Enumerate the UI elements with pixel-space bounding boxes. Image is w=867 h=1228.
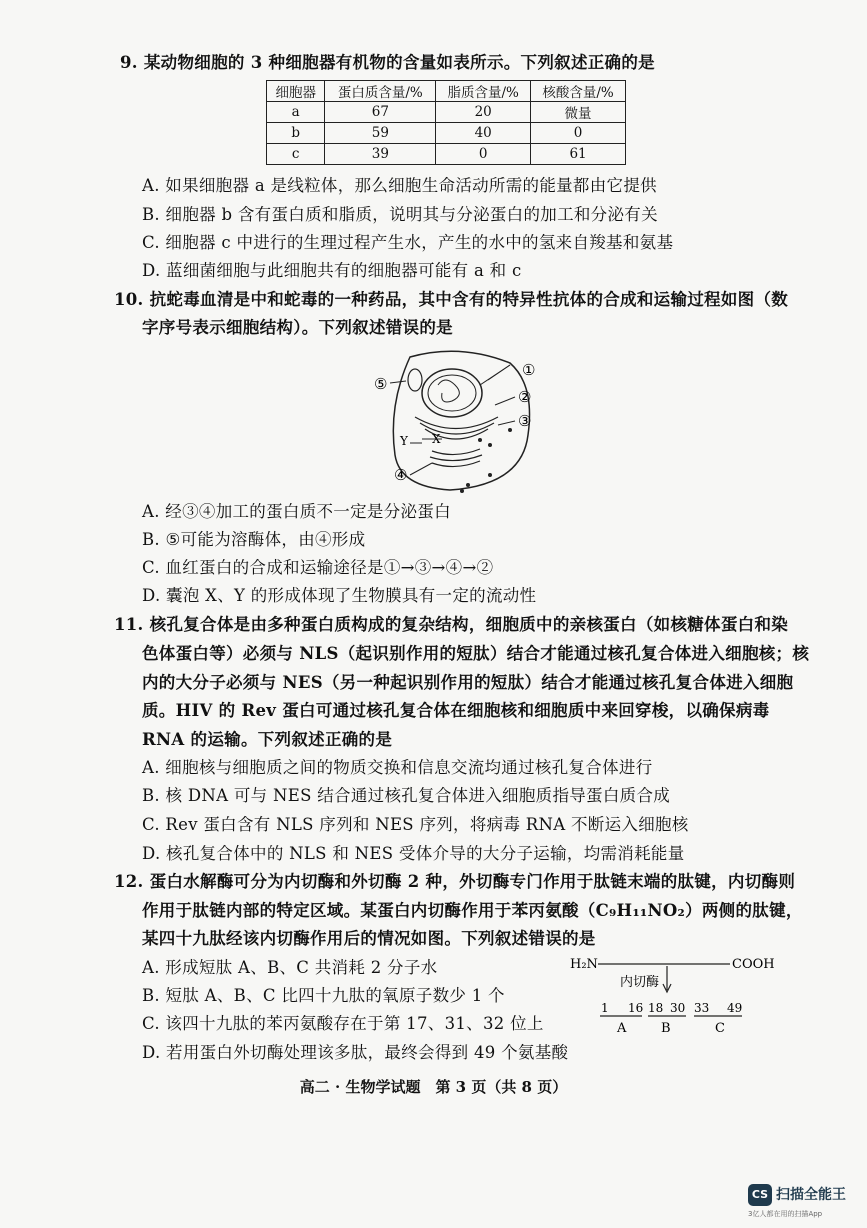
table-cell: 39 <box>325 144 436 165</box>
table-cell: 67 <box>325 102 436 123</box>
q10-option-d: D. 囊泡 X、Y 的形成体现了生物膜具有一定的流动性 <box>142 586 537 605</box>
cs-logo-icon: CS <box>748 1184 772 1206</box>
q11-option-b: B. 核 DNA 可与 NES 结合通过核孔复合体进入细胞质指导蛋白质合成 <box>142 786 671 805</box>
table-cell: 0 <box>436 144 531 165</box>
ribosome <box>488 443 492 447</box>
table-cell: 20 <box>436 102 531 123</box>
scanner-watermark <box>748 1182 858 1222</box>
watermark-name: 扫描全能王 <box>776 1187 846 1203</box>
q10-option-c: C. 血红蛋白的合成和运输途径是①→③→④→② <box>142 558 494 577</box>
table-cell: 40 <box>436 123 531 144</box>
table-header-row <box>267 81 626 102</box>
leader-3 <box>498 421 515 425</box>
vesicle <box>488 473 492 477</box>
watermark-tagline: 3亿人都在用的扫描App <box>748 1210 823 1218</box>
nucleus-outer <box>422 369 482 417</box>
cell-structure-diagram <box>370 345 550 500</box>
table-cell: 59 <box>325 123 436 144</box>
position-label: 16 <box>628 1001 644 1015</box>
label-1: ① <box>522 361 536 379</box>
c-terminus-label: COOH <box>732 957 775 972</box>
table-cell: 61 <box>531 144 626 165</box>
golgi-cisterna <box>430 455 482 461</box>
table-row <box>267 102 626 123</box>
table-cell: b <box>267 123 325 144</box>
position-label: 18 <box>648 1001 664 1015</box>
q11-option-d: D. 核孔复合体中的 NLS 和 NES 受体介导的大分子运输，均需消耗能量 <box>142 844 685 863</box>
q10-stem-line: 10. 抗蛇毒血清是中和蛇毒的一种药品，其中含有的特异性抗体的合成和运输过程如图（数 <box>114 290 789 309</box>
leader-2 <box>495 397 515 405</box>
q9-stem: 9. 某动物细胞的 3 种细胞器有机物的含量如表所示。下列叙述正确的是 <box>120 53 655 72</box>
label-2: ② <box>518 388 532 406</box>
table-row <box>267 144 626 165</box>
table-cell: 微量 <box>531 102 626 123</box>
vesicle <box>466 483 470 487</box>
table-row <box>267 123 626 144</box>
q10-option-a: A. 经③④加工的蛋白质不一定是分泌蛋白 <box>142 502 451 521</box>
q9-option-d: D. 蓝细菌细胞与此细胞共有的细胞器可能有 a 和 c <box>142 261 522 280</box>
table-header: 脂质含量/% <box>436 81 531 102</box>
table-cell: a <box>267 102 325 123</box>
q11-stem-line: RNA 的运输。下列叙述正确的是 <box>142 730 393 749</box>
leader-4 <box>410 463 432 475</box>
q9-option-a: A. 如果细胞器 a 是线粒体，那么细胞生命活动所需的能量都由它提供 <box>142 176 657 195</box>
cell-membrane <box>393 351 532 490</box>
enzyme-label: 内切酶 <box>620 975 660 990</box>
ribosome <box>508 428 512 432</box>
leader-1b <box>480 365 510 385</box>
peptide-cleavage-diagram <box>570 952 780 1037</box>
table-cell: 0 <box>531 123 626 144</box>
lysosome <box>408 369 422 391</box>
q11-stem-line: 内的大分子必须与 NES（另一种起识别作用的短肽）结合才能通过核孔复合体进入细胞 <box>142 673 794 692</box>
page-footer: 高二 · 生物学试题 第 3 页（共 8 页） <box>299 1078 568 1096</box>
leader-5 <box>390 381 406 383</box>
q11-stem-line: 色体蛋白等）必须与 NLS（起识别作用的短肽）结合才能通过核孔复合体进入细胞核；核 <box>142 644 810 663</box>
peptide-b-label: B <box>661 1021 671 1036</box>
n-terminus-label: H₂N <box>570 957 598 972</box>
label-y: Y <box>400 434 408 448</box>
golgi-cisterna <box>432 461 480 467</box>
table-cell: c <box>267 144 325 165</box>
q12-stem-line: 作用于肽链内部的特定区域。某蛋白内切酶作用于苯丙氨酸（C₉H₁₁NO₂）两侧的肽键， <box>142 901 803 920</box>
q10-stem-line: 字序号表示细胞结构）。下列叙述错误的是 <box>142 318 453 337</box>
q12-option-c: C. 该四十九肽的苯丙氨酸存在于第 17、31、32 位上 <box>142 1014 544 1033</box>
q12-option-b: B. 短肽 A、B、C 比四十九肽的氧原子数少 1 个 <box>142 986 505 1005</box>
label-x: X <box>432 432 441 446</box>
table-header: 蛋白质含量/% <box>325 81 436 102</box>
label-4: ④ <box>394 466 408 484</box>
peptide-c-label: C <box>715 1021 725 1036</box>
q12-option-d: D. 若用蛋白外切酶处理该多肽，最终会得到 49 个氨基酸 <box>142 1043 569 1062</box>
position-label: 49 <box>727 1001 743 1015</box>
q12-option-a: A. 形成短肽 A、B、C 共消耗 2 分子水 <box>142 958 438 977</box>
organelle-table <box>266 80 626 165</box>
q9-option-c: C. 细胞器 c 中进行的生理过程产生水，产生的水中的氢来自羧基和氨基 <box>142 233 674 252</box>
position-label: 30 <box>670 1001 686 1015</box>
position-label: 33 <box>694 1001 710 1015</box>
q12-stem-line: 12. 蛋白水解酶可分为内切酶和外切酶 2 种，外切酶专门作用于肽链末端的肽键，内切酶则 <box>114 872 796 891</box>
peptide-a-label: A <box>617 1021 627 1036</box>
q11-stem-line: 11. 核孔复合体是由多种蛋白质构成的复杂结构，细胞质中的亲核蛋白（如核糖体蛋白和染 <box>114 615 789 634</box>
chromatin <box>438 380 459 402</box>
q9-option-b: B. 细胞器 b 含有蛋白质和脂质，说明其与分泌蛋白的加工和分泌有关 <box>142 205 658 224</box>
vesicle <box>460 489 464 493</box>
golgi-cisterna <box>432 449 480 455</box>
table-header: 核酸含量/% <box>531 81 626 102</box>
label-5: ⑤ <box>374 375 388 393</box>
q11-option-c: C. Rev 蛋白含有 NLS 序列和 NES 序列，将病毒 RNA 不断运入细胞核 <box>142 815 689 834</box>
q10-option-b: B. ⑤可能为溶酶体，由④形成 <box>142 530 366 549</box>
table-header: 细胞器 <box>267 81 325 102</box>
q11-option-a: A. 细胞核与细胞质之间的物质交换和信息交流均通过核孔复合体进行 <box>142 758 653 777</box>
q12-stem-line: 某四十九肽经该内切酶作用后的情况如图。下列叙述错误的是 <box>142 929 596 948</box>
ribosome <box>478 438 482 442</box>
position-label: 1 <box>601 1001 609 1015</box>
nucleus-inner <box>428 375 476 411</box>
q11-stem-line: 质。HIV 的 Rev 蛋白可通过核孔复合体在细胞核和细胞质中来回穿梭，以确保病毒 <box>142 701 770 720</box>
label-3: ③ <box>518 412 532 430</box>
